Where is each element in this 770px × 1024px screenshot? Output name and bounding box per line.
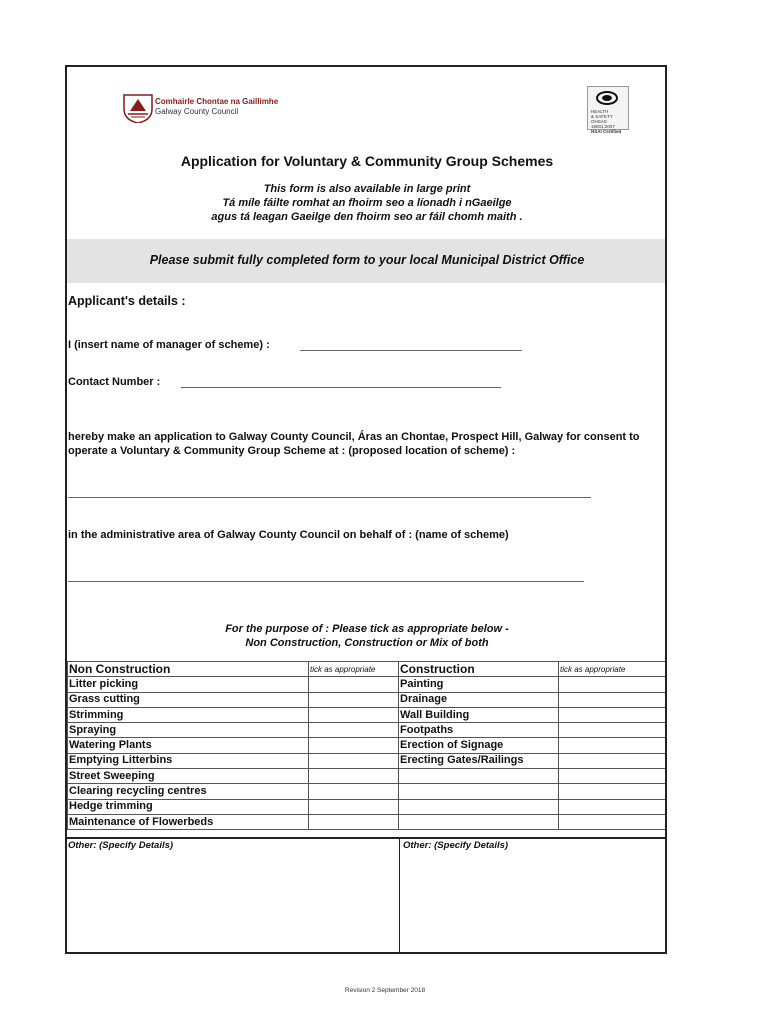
irish-note-line-1: Tá míle fáilte romhat an fhoirm seo a líonadh i nGaeilge <box>222 197 512 209</box>
tick-box[interactable] <box>559 784 668 799</box>
form-page <box>65 65 667 954</box>
tick-box[interactable] <box>309 738 399 753</box>
construction-header: Construction <box>399 662 559 677</box>
non-construction-item: Litter picking <box>68 677 309 692</box>
other-details-section <box>67 837 667 954</box>
manager-name-field[interactable] <box>300 350 522 351</box>
construction-item <box>399 814 559 829</box>
construction-item <box>399 769 559 784</box>
tick-box[interactable] <box>559 677 668 692</box>
cert-line: NSAI Certified <box>591 129 622 134</box>
construction-item: Erecting Gates/Railings <box>399 753 559 768</box>
tick-box[interactable] <box>309 799 399 814</box>
tick-box[interactable] <box>309 677 399 692</box>
council-name <box>155 97 278 117</box>
construction-item <box>399 784 559 799</box>
purpose-instructions <box>67 622 667 650</box>
cert-line: OHSAS 18001:2007 <box>591 119 615 129</box>
certification-badge <box>587 86 629 134</box>
non-construction-item: Clearing recycling centres <box>68 784 309 799</box>
non-construction-item: Watering Plants <box>68 738 309 753</box>
contact-number-label: Contact Number : <box>68 376 161 388</box>
cert-line: HEALTH <box>591 109 609 114</box>
scheme-type-table <box>67 661 667 830</box>
behalf-of-statement: in the administrative area of Galway County Council on behalf of : (name of scheme) <box>68 529 509 541</box>
construction-item: Footpaths <box>399 723 559 738</box>
non-construction-header: Non Construction <box>68 662 309 677</box>
table-row <box>68 799 668 814</box>
table-row <box>68 769 668 784</box>
submit-banner-text: Please submit fully completed form to your local Municipal District Office <box>149 253 585 267</box>
tick-box[interactable] <box>309 692 399 707</box>
table-row <box>68 784 668 799</box>
revision-footer: Revision 2 September 2018 <box>344 987 426 994</box>
non-construction-item: Maintenance of Flowerbeds <box>68 814 309 829</box>
tick-box[interactable] <box>309 769 399 784</box>
scheme-location-field[interactable] <box>68 497 591 498</box>
tick-box[interactable] <box>309 814 399 829</box>
construction-item: Painting <box>399 677 559 692</box>
tick-box[interactable] <box>559 723 668 738</box>
non-construction-item: Hedge trimming <box>68 799 309 814</box>
tick-column-header: tick as appropriate <box>309 662 399 677</box>
other-details-right-label: Other: (Specify Details) <box>403 840 509 851</box>
non-construction-item: Spraying <box>68 723 309 738</box>
tick-box[interactable] <box>559 707 668 722</box>
tick-box[interactable] <box>309 753 399 768</box>
application-statement: hereby make an application to Galway County Council, Áras an Chontae, Prospect Hill, Galway for consent to operate a Voluntary & Community Group Scheme at : (proposed location of scheme) : <box>68 431 640 457</box>
tick-box[interactable] <box>309 707 399 722</box>
construction-item <box>399 799 559 814</box>
form-title: Application for Voluntary & Community Group Schemes <box>180 153 554 169</box>
tick-box[interactable] <box>309 723 399 738</box>
non-construction-item: Strimming <box>68 707 309 722</box>
purpose-line-1: For the purpose of : Please tick as appropriate below - <box>225 623 509 635</box>
tick-box[interactable] <box>559 738 668 753</box>
council-name-irish: Comhairle Chontae na Gaillimhe <box>155 97 279 106</box>
tick-column-header: tick as appropriate <box>559 662 668 677</box>
other-details-divider <box>399 839 400 954</box>
cert-line: & SAFETY <box>591 114 613 119</box>
construction-item: Drainage <box>399 692 559 707</box>
construction-item: Erection of Signage <box>399 738 559 753</box>
table-row <box>68 707 668 722</box>
applicant-details-heading: Applicant's details : <box>68 294 186 308</box>
non-construction-item: Emptying Litterbins <box>68 753 309 768</box>
table-row <box>68 692 668 707</box>
tick-box[interactable] <box>559 799 668 814</box>
non-construction-item: Street Sweeping <box>68 769 309 784</box>
table-row <box>68 723 668 738</box>
tick-box[interactable] <box>559 769 668 784</box>
table-row <box>68 738 668 753</box>
table-header-row <box>68 662 668 677</box>
non-construction-item: Grass cutting <box>68 692 309 707</box>
table-row <box>68 814 668 829</box>
irish-note-line-2: agus tá leagan Gaeilge den fhoirm seo ar fáil chomh maith . <box>211 211 523 223</box>
tick-box[interactable] <box>309 784 399 799</box>
large-print-note: This form is also available in large print <box>263 183 471 195</box>
council-name-english: Galway County Council <box>155 107 239 116</box>
scheme-name-field[interactable] <box>68 581 584 582</box>
purpose-line-2: Non Construction, Construction or Mix of both <box>245 637 489 649</box>
tick-box[interactable] <box>559 814 668 829</box>
contact-number-field[interactable] <box>181 387 501 388</box>
other-details-left-label: Other: (Specify Details) <box>68 840 174 851</box>
construction-item: Wall Building <box>399 707 559 722</box>
safety-cert-icon <box>596 91 618 105</box>
tick-box[interactable] <box>559 753 668 768</box>
table-row <box>68 677 668 692</box>
tick-box[interactable] <box>559 692 668 707</box>
manager-name-label: I (insert name of manager of scheme) : <box>68 339 270 351</box>
table-row <box>68 753 668 768</box>
